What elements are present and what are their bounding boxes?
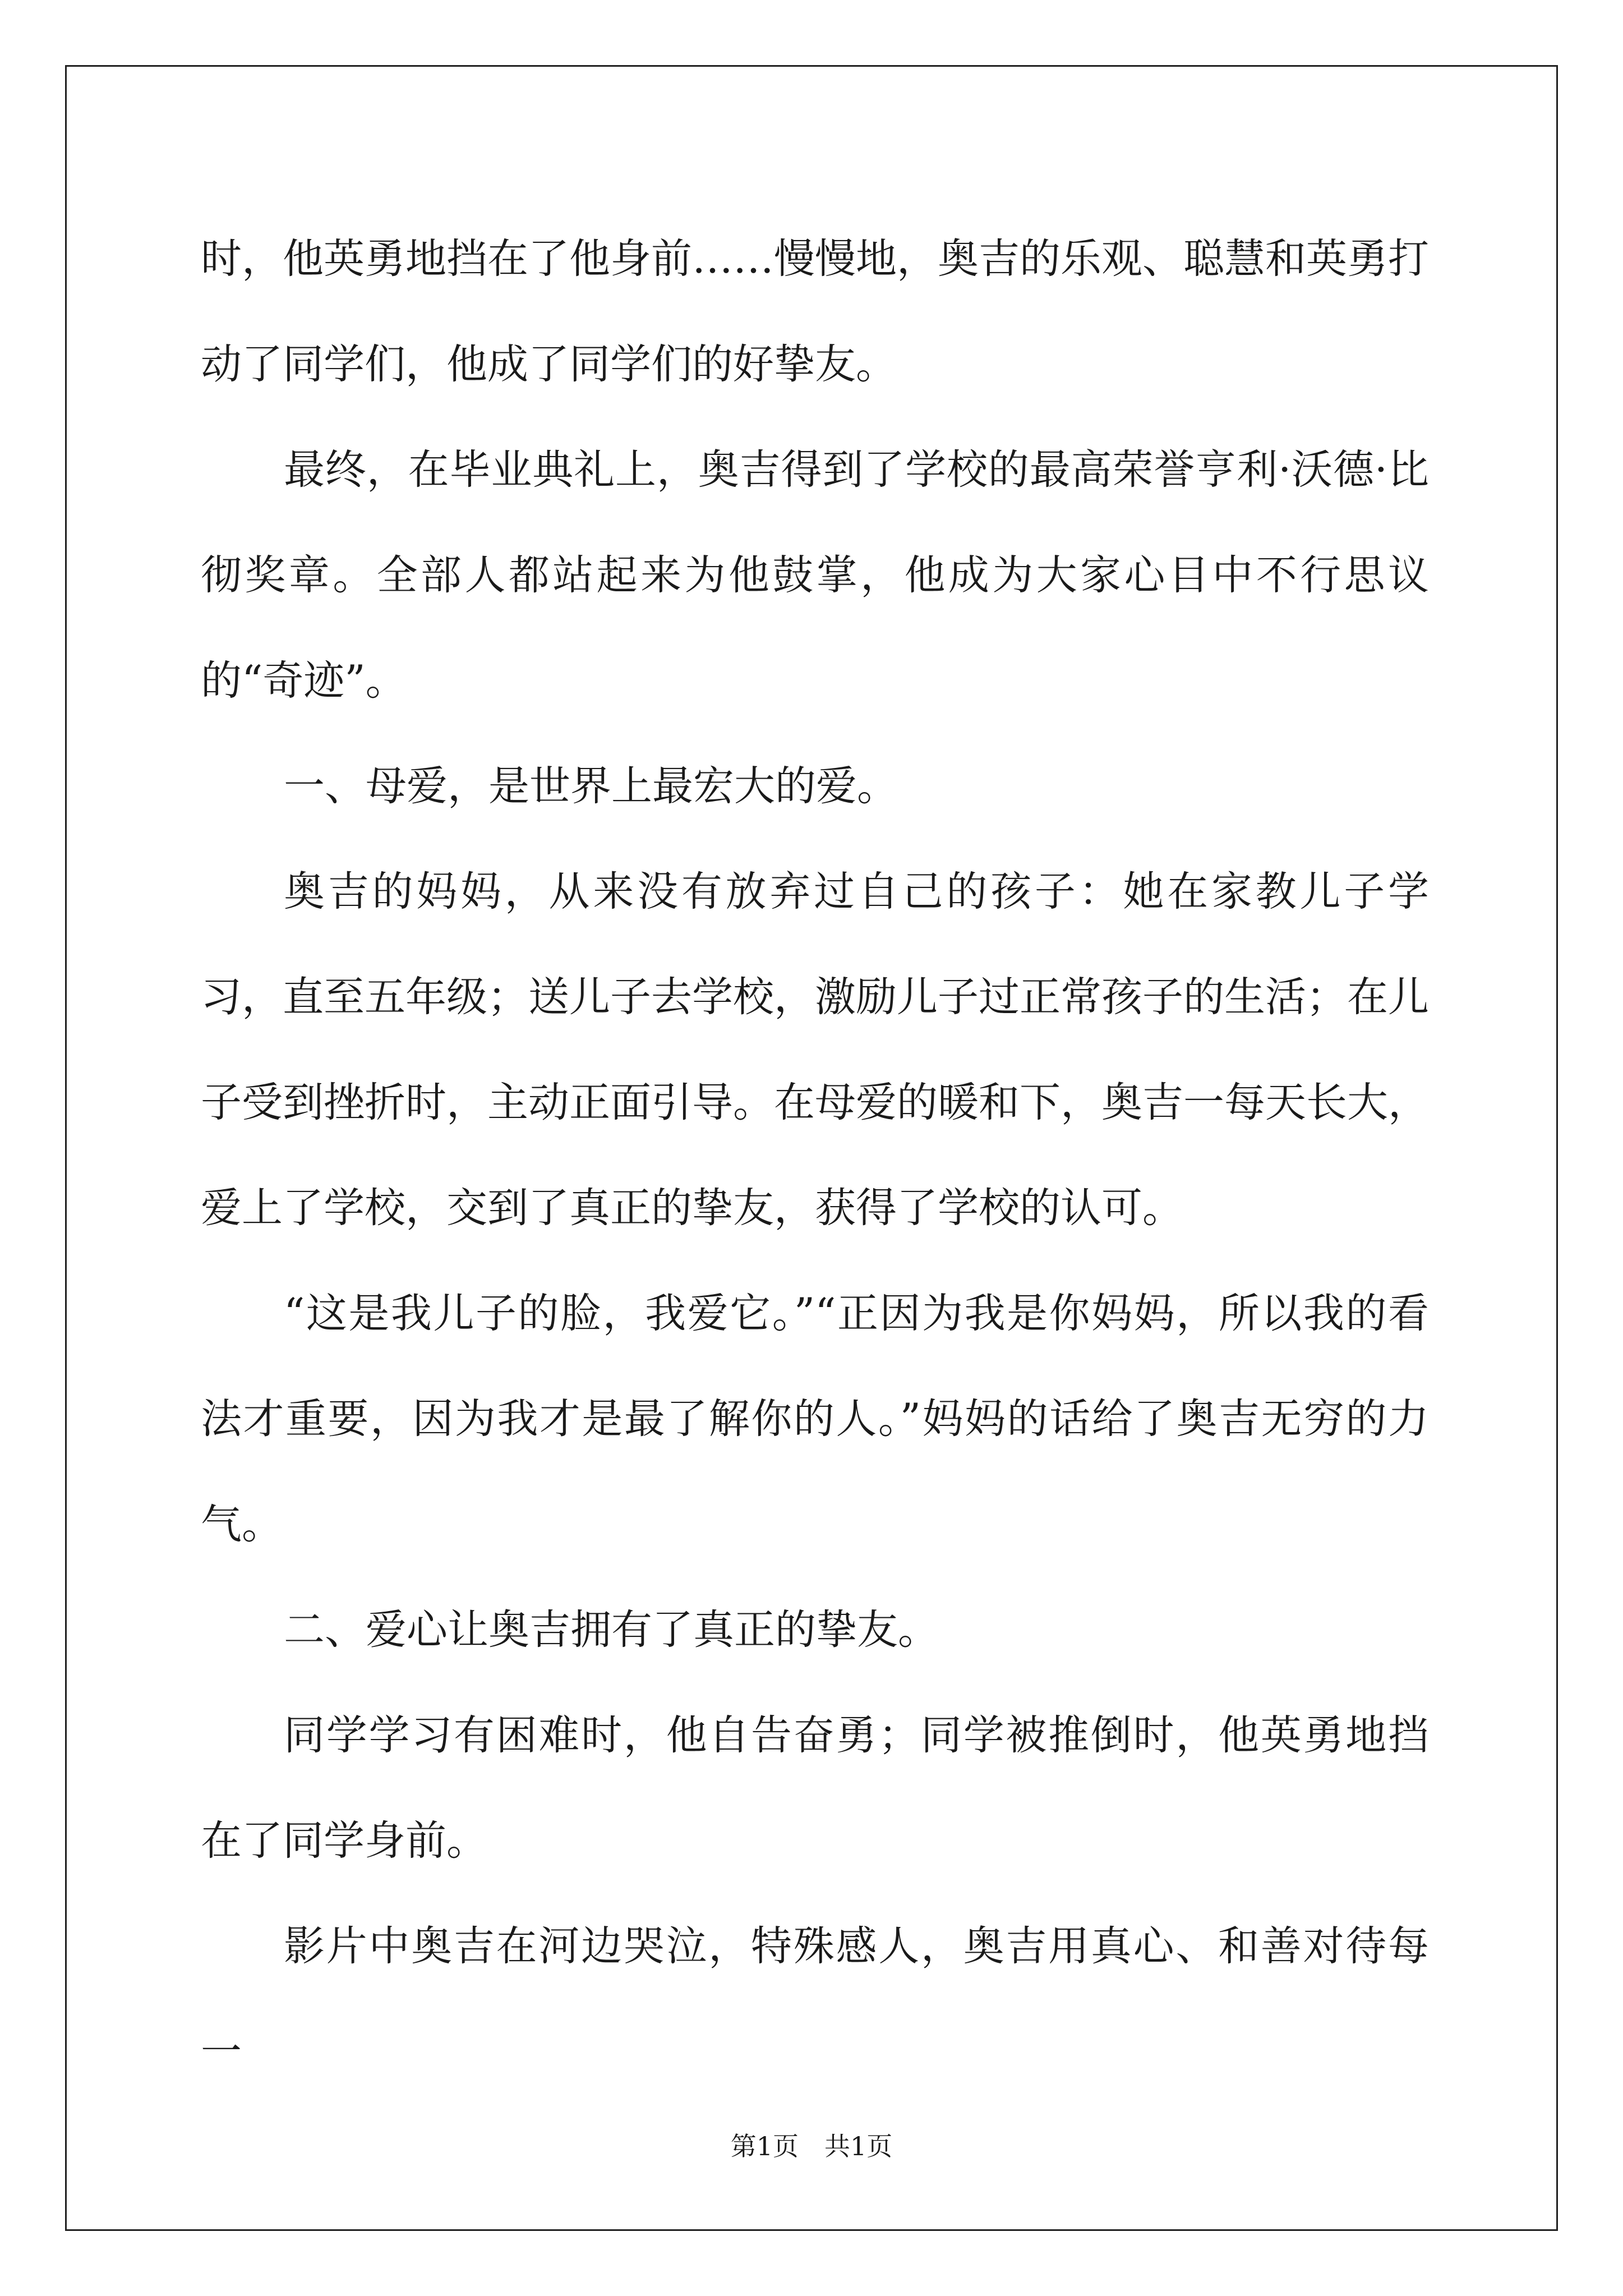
page-number-total: 共1页: [824, 2131, 893, 2161]
page-number-current: 第1页: [730, 2131, 799, 2161]
paragraph-4: 奥吉的妈妈，从来没有放弃过自己的孩子：她在家教儿子学习，直至五年级；送儿子去学校，激励儿子过正常孩子的生活；在儿子受到挫折时，主动正面引导。在母爱的暖和下，奥吉一每天长大，爱上了学校，交到了真正的挚友，获得了学校的认可。: [201, 868, 1429, 1232]
document-body: [201, 206, 1429, 2105]
paragraph-2: 最终，在毕业典礼上，奥吉得到了学校的最高荣誉亨利·沃德·比彻奖章。全部人都站起来为他鼓掌，他成为大家心目中不行思议的“奇迹”。: [201, 446, 1429, 705]
paragraph-6-heading: 二、爱心让奥吉拥有了真正的挚友。: [284, 1606, 939, 1654]
paragraph-8: 影片中奥吉在河边哭泣，特殊感人，奥吉用真心、和善对待每一: [201, 1922, 1429, 2076]
paragraph-7: 同学学习有困难时，他自告奋勇；同学被推倒时，他英勇地挡在了同学身前。: [201, 1711, 1429, 1865]
paragraph-1: 时，他英勇地挡在了他身前……慢慢地，奥吉的乐观、聪慧和英勇打动了同学们，他成了同学们的好挚友。: [201, 235, 1429, 388]
paragraph-5: “这是我儿子的脸，我爱它。”“正因为我是你妈妈，所以我的看法才重要，因为我才是最了解你的人。”妈妈的话给了奥吉无穷的力气。: [201, 1290, 1429, 1548]
page-footer: [0, 2126, 1623, 2163]
paragraph-3-heading: 一、母爱，是世界上最宏大的爱。: [284, 762, 898, 810]
